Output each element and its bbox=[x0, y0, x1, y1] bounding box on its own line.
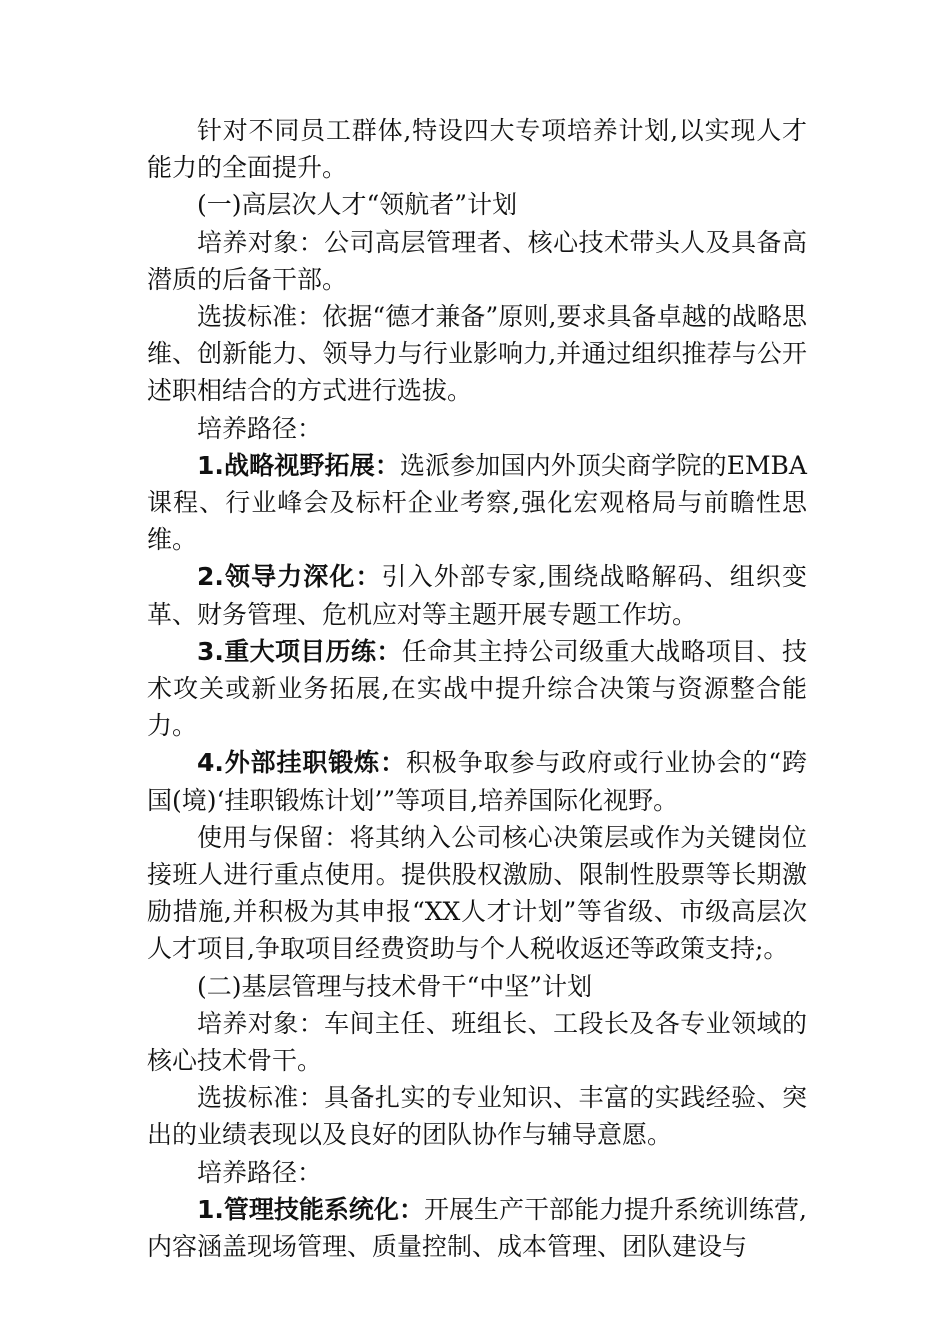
list-item bbox=[147, 558, 807, 632]
list-item-label: 1.战略视野拓展： bbox=[197, 450, 400, 480]
use-and-retention-paragraph: 使用与保留：将其纳入公司核心决策层或作为关键岗位接班人进行重点使用。提供股权激励、限制性股票等长期激励措施,并积极为其申报“XX人才计划”等省级、市级高层次人才项目,争取项目经费资助与个人税收返还等政策支持;。 bbox=[147, 822, 807, 964]
training-target-paragraph: 培养对象：车间主任、班组长、工段长及各专业领域的核心技术骨干。 bbox=[147, 1008, 807, 1076]
list-item-label: 1.管理技能系统化： bbox=[197, 1194, 424, 1224]
list-item bbox=[147, 633, 807, 745]
document-body bbox=[147, 112, 807, 1265]
list-item bbox=[147, 744, 807, 818]
training-path-label: 培养路径： bbox=[197, 413, 323, 443]
list-item-text: 积极争取参与政府或行业协会的“跨国(境)‘挂职锻炼计划’”等项目,培养国际化视野。 bbox=[147, 748, 807, 815]
selection-criteria-paragraph: 选拔标准：依据“德才兼备”原则,要求具备卓越的战略思维、创新能力、领导力与行业影响力,并通过组织推荐与公开述职相结合的方式进行选拔。 bbox=[147, 302, 807, 406]
list-item-label: 3.重大项目历练： bbox=[197, 636, 402, 666]
list-item bbox=[147, 1191, 807, 1265]
list-item-text: 任命其主持公司级重大战略项目、技术攻关或新业务拓展,在实战中提升综合决策与资源整合能力。 bbox=[147, 636, 807, 741]
intro-paragraph: 针对不同员工群体,特设四大专项培养计划,以实现人才能力的全面提升。 bbox=[147, 116, 807, 183]
section-heading-2: (二)基层管理与技术骨干“中坚”计划 bbox=[197, 971, 593, 1001]
list-item-text: 选派参加国内外顶尖商学院的EMBA课程、行业峰会及标杆企业考察,强化宏观格局与前瞻性思维。 bbox=[147, 450, 807, 555]
training-path-label: 培养路径： bbox=[197, 1157, 323, 1187]
list-item-text: 引入外部专家,围绕战略解码、组织变革、财务管理、危机应对等主题开展专题工作坊。 bbox=[147, 562, 807, 629]
list-item bbox=[147, 447, 807, 559]
training-target-paragraph: 培养对象：公司高层管理者、核心技术带头人及具备高潜质的后备干部。 bbox=[147, 227, 807, 294]
selection-criteria-paragraph: 选拔标准：具备扎实的专业知识、丰富的实践经验、突出的业绩表现以及良好的团队协作与辅导意愿。 bbox=[147, 1083, 807, 1150]
list-item-label: 4.外部挂职锻炼： bbox=[197, 748, 406, 778]
list-item-text: 开展生产干部能力提升系统训练营,内容涵盖现场管理、质量控制、成本管理、团队建设与 bbox=[147, 1194, 807, 1262]
list-item-label: 2.领导力深化： bbox=[197, 562, 382, 592]
section-heading-1: (一)高层次人才“领航者”计划 bbox=[197, 190, 518, 220]
